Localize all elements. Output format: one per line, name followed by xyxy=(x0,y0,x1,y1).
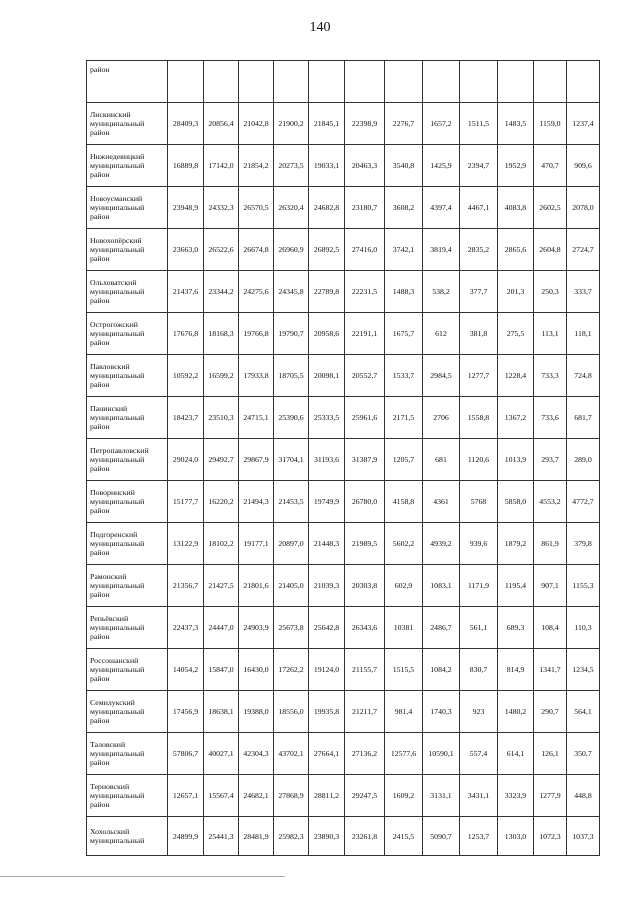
value-cell xyxy=(498,61,534,103)
value-cell: 289,0 xyxy=(567,439,600,481)
value-cell: 3819,4 xyxy=(423,229,460,271)
value-cell: 1037,3 xyxy=(567,817,600,856)
value-cell: 1013,9 xyxy=(498,439,534,481)
value-cell: 4158,8 xyxy=(385,481,423,523)
row-name-cell: Подгоренский муниципальный район xyxy=(87,523,168,565)
value-cell: 293,7 xyxy=(534,439,567,481)
table-row xyxy=(87,733,600,775)
value-cell: 21427,5 xyxy=(204,565,239,607)
value-cell: 830,7 xyxy=(460,649,498,691)
table-row xyxy=(87,187,600,229)
value-cell: 29867,9 xyxy=(239,439,274,481)
value-cell: 733,3 xyxy=(534,355,567,397)
value-cell: 3608,2 xyxy=(385,187,423,229)
value-cell: 4553,2 xyxy=(534,481,567,523)
value-cell: 1159,0 xyxy=(534,103,567,145)
value-cell: 21845,1 xyxy=(309,103,345,145)
value-cell: 21437,6 xyxy=(168,271,204,313)
value-cell: 25390,6 xyxy=(274,397,309,439)
value-cell: 733,6 xyxy=(534,397,567,439)
value-cell: 24447,0 xyxy=(204,607,239,649)
value-cell: 1558,8 xyxy=(460,397,498,439)
value-cell: 31704,1 xyxy=(274,439,309,481)
value-cell: 3742,1 xyxy=(385,229,423,271)
value-cell: 17456,9 xyxy=(168,691,204,733)
value-cell: 19766,8 xyxy=(239,313,274,355)
value-cell: 27868,9 xyxy=(274,775,309,817)
value-cell: 27664,1 xyxy=(309,733,345,775)
value-cell xyxy=(567,61,600,103)
row-name-cell: Таловский муниципальный район xyxy=(87,733,168,775)
value-cell: 3131,1 xyxy=(423,775,460,817)
value-cell xyxy=(534,61,567,103)
table-row xyxy=(87,271,600,313)
value-cell: 275,5 xyxy=(498,313,534,355)
value-cell: 10592,2 xyxy=(168,355,204,397)
table-row xyxy=(87,313,600,355)
value-cell: 1228,4 xyxy=(498,355,534,397)
value-cell: 26780,0 xyxy=(345,481,385,523)
row-name-cell: Семилукский муниципальный район xyxy=(87,691,168,733)
value-cell: 26674,8 xyxy=(239,229,274,271)
value-cell: 290,7 xyxy=(534,691,567,733)
value-cell: 12577,6 xyxy=(385,733,423,775)
value-cell: 23890,3 xyxy=(309,817,345,856)
row-name-cell: Нижнедевицкий муниципальный район xyxy=(87,145,168,187)
value-cell: 602,9 xyxy=(385,565,423,607)
value-cell xyxy=(274,61,309,103)
value-cell xyxy=(385,61,423,103)
value-cell: 724,8 xyxy=(567,355,600,397)
value-cell: 4397,4 xyxy=(423,187,460,229)
value-cell: 19790,7 xyxy=(274,313,309,355)
value-cell: 15567,4 xyxy=(204,775,239,817)
value-cell: 113,1 xyxy=(534,313,567,355)
value-cell: 20958,6 xyxy=(309,313,345,355)
value-cell: 29492,7 xyxy=(204,439,239,481)
value-cell: 681 xyxy=(423,439,460,481)
value-cell: 25673,8 xyxy=(274,607,309,649)
table-row xyxy=(87,439,600,481)
value-cell: 15177,7 xyxy=(168,481,204,523)
value-cell: 20098,1 xyxy=(309,355,345,397)
value-cell: 19388,0 xyxy=(239,691,274,733)
value-cell: 23180,7 xyxy=(345,187,385,229)
value-cell: 17676,8 xyxy=(168,313,204,355)
value-cell: 1083,1 xyxy=(423,565,460,607)
value-cell: 42304,3 xyxy=(239,733,274,775)
value-cell: 19124,0 xyxy=(309,649,345,691)
value-cell: 20303,8 xyxy=(345,565,385,607)
row-name-cell: Новоусманский муниципальный район xyxy=(87,187,168,229)
value-cell: 1120,6 xyxy=(460,439,498,481)
value-cell: 16220,2 xyxy=(204,481,239,523)
value-cell: 1511,5 xyxy=(460,103,498,145)
value-cell: 448,8 xyxy=(567,775,600,817)
value-cell: 18168,3 xyxy=(204,313,239,355)
value-cell: 381,8 xyxy=(460,313,498,355)
value-cell: 21801,6 xyxy=(239,565,274,607)
value-cell: 1303,0 xyxy=(498,817,534,856)
value-cell: 981,4 xyxy=(385,691,423,733)
value-cell: 22398,9 xyxy=(345,103,385,145)
value-cell: 1155,3 xyxy=(567,565,600,607)
value-cell: 1277,7 xyxy=(460,355,498,397)
value-cell: 16889,8 xyxy=(168,145,204,187)
value-cell: 40027,1 xyxy=(204,733,239,775)
value-cell: 1072,3 xyxy=(534,817,567,856)
value-cell: 26522,6 xyxy=(204,229,239,271)
value-cell: 1879,2 xyxy=(498,523,534,565)
value-cell: 1533,7 xyxy=(385,355,423,397)
table-row xyxy=(87,775,600,817)
value-cell: 1609,2 xyxy=(385,775,423,817)
value-cell: 2486,7 xyxy=(423,607,460,649)
row-name-cell: Репьёвский муниципальный район xyxy=(87,607,168,649)
value-cell: 2835,2 xyxy=(460,229,498,271)
value-cell: 126,1 xyxy=(534,733,567,775)
value-cell xyxy=(309,61,345,103)
value-cell: 27136,2 xyxy=(345,733,385,775)
value-cell: 18705,5 xyxy=(274,355,309,397)
value-cell: 21494,3 xyxy=(239,481,274,523)
value-cell: 24682,8 xyxy=(309,187,345,229)
value-cell: 1237,4 xyxy=(567,103,600,145)
value-cell: 21155,7 xyxy=(345,649,385,691)
value-cell: 14054,2 xyxy=(168,649,204,691)
value-cell: 909,6 xyxy=(567,145,600,187)
value-cell: 861,9 xyxy=(534,523,567,565)
value-cell: 26343,6 xyxy=(345,607,385,649)
value-cell: 23948,9 xyxy=(168,187,204,229)
value-cell: 18102,2 xyxy=(204,523,239,565)
value-cell: 2394,7 xyxy=(460,145,498,187)
value-cell: 22191,1 xyxy=(345,313,385,355)
value-cell: 29247,5 xyxy=(345,775,385,817)
value-cell: 1205,7 xyxy=(385,439,423,481)
value-cell: 5602,2 xyxy=(385,523,423,565)
value-cell: 689,3 xyxy=(498,607,534,649)
value-cell: 814,9 xyxy=(498,649,534,691)
value-cell: 3431,1 xyxy=(460,775,498,817)
value-cell: 25642,8 xyxy=(309,607,345,649)
value-cell: 21042,8 xyxy=(239,103,274,145)
value-cell: 1488,3 xyxy=(385,271,423,313)
value-cell: 18556,0 xyxy=(274,691,309,733)
value-cell: 1657,2 xyxy=(423,103,460,145)
value-cell: 16430,0 xyxy=(239,649,274,691)
value-cell: 379,8 xyxy=(567,523,600,565)
value-cell: 17933,8 xyxy=(239,355,274,397)
value-cell: 19033,1 xyxy=(309,145,345,187)
value-cell: 20897,0 xyxy=(274,523,309,565)
value-cell: 681,7 xyxy=(567,397,600,439)
table-row xyxy=(87,649,600,691)
value-cell: 1480,2 xyxy=(498,691,534,733)
value-cell: 10590,1 xyxy=(423,733,460,775)
value-cell: 22231,5 xyxy=(345,271,385,313)
value-cell: 25441,3 xyxy=(204,817,239,856)
value-cell: 21448,3 xyxy=(309,523,345,565)
value-cell: 564,1 xyxy=(567,691,600,733)
value-cell: 5858,0 xyxy=(498,481,534,523)
value-cell: 1740,3 xyxy=(423,691,460,733)
value-cell: 25333,5 xyxy=(309,397,345,439)
table-row xyxy=(87,355,600,397)
value-cell: 2984,5 xyxy=(423,355,460,397)
row-name-cell: Ольховатский муниципальный район xyxy=(87,271,168,313)
value-cell: 561,1 xyxy=(460,607,498,649)
value-cell: 4772,7 xyxy=(567,481,600,523)
value-cell: 20552,7 xyxy=(345,355,385,397)
value-cell: 333,7 xyxy=(567,271,600,313)
value-cell: 4361 xyxy=(423,481,460,523)
value-cell: 21356,7 xyxy=(168,565,204,607)
value-cell: 26570,5 xyxy=(239,187,274,229)
value-cell: 21900,2 xyxy=(274,103,309,145)
value-cell: 29024,0 xyxy=(168,439,204,481)
value-cell: 2604,8 xyxy=(534,229,567,271)
value-cell: 43702,1 xyxy=(274,733,309,775)
value-cell: 26960,9 xyxy=(274,229,309,271)
row-name-cell: Лискинский муниципальный район xyxy=(87,103,168,145)
value-cell: 26892,5 xyxy=(309,229,345,271)
table-row xyxy=(87,565,600,607)
value-cell xyxy=(239,61,274,103)
value-cell: 3540,8 xyxy=(385,145,423,187)
value-cell: 25961,6 xyxy=(345,397,385,439)
value-cell: 10381 xyxy=(385,607,423,649)
value-cell: 31193,6 xyxy=(309,439,345,481)
value-cell: 23344,2 xyxy=(204,271,239,313)
value-cell: 110,3 xyxy=(567,607,600,649)
value-cell: 24275,6 xyxy=(239,271,274,313)
row-name-cell: Терновский муниципальный район xyxy=(87,775,168,817)
row-name-cell: Павловский муниципальный район xyxy=(87,355,168,397)
value-cell: 19177,1 xyxy=(239,523,274,565)
value-cell: 28409,3 xyxy=(168,103,204,145)
value-cell: 2602,5 xyxy=(534,187,567,229)
value-cell: 4939,2 xyxy=(423,523,460,565)
value-cell: 17142,0 xyxy=(204,145,239,187)
value-cell: 24899,9 xyxy=(168,817,204,856)
value-cell: 28481,9 xyxy=(239,817,274,856)
value-cell: 57806,7 xyxy=(168,733,204,775)
value-cell: 20463,3 xyxy=(345,145,385,187)
value-cell: 1952,9 xyxy=(498,145,534,187)
value-cell: 1483,5 xyxy=(498,103,534,145)
value-cell: 20273,5 xyxy=(274,145,309,187)
data-table xyxy=(86,60,600,856)
value-cell: 15847,0 xyxy=(204,649,239,691)
value-cell: 5090,7 xyxy=(423,817,460,856)
footer-divider xyxy=(0,876,285,877)
value-cell: 2415,5 xyxy=(385,817,423,856)
value-cell: 24682,1 xyxy=(239,775,274,817)
value-cell: 2078,0 xyxy=(567,187,600,229)
value-cell: 16599,2 xyxy=(204,355,239,397)
row-name-cell: Новохопёрский муниципальный район xyxy=(87,229,168,271)
value-cell: 4467,1 xyxy=(460,187,498,229)
value-cell: 18423,7 xyxy=(168,397,204,439)
value-cell: 25982,3 xyxy=(274,817,309,856)
row-name-cell: Панинский муниципальный район xyxy=(87,397,168,439)
value-cell: 108,4 xyxy=(534,607,567,649)
value-cell: 21453,5 xyxy=(274,481,309,523)
value-cell xyxy=(204,61,239,103)
value-cell: 12657,1 xyxy=(168,775,204,817)
value-cell xyxy=(168,61,204,103)
value-cell: 907,1 xyxy=(534,565,567,607)
value-cell: 538,2 xyxy=(423,271,460,313)
value-cell: 26320,4 xyxy=(274,187,309,229)
row-name-cell: Россошанский муниципальный район xyxy=(87,649,168,691)
row-name-cell: район xyxy=(87,61,168,103)
value-cell: 27416,0 xyxy=(345,229,385,271)
value-cell: 1253,7 xyxy=(460,817,498,856)
table-row xyxy=(87,523,600,565)
table-row xyxy=(87,103,600,145)
value-cell: 3323,9 xyxy=(498,775,534,817)
value-cell: 19749,9 xyxy=(309,481,345,523)
value-cell: 1234,5 xyxy=(567,649,600,691)
value-cell: 2724,7 xyxy=(567,229,600,271)
value-cell: 201,3 xyxy=(498,271,534,313)
row-name-cell: Хохольский муниципальный xyxy=(87,817,168,856)
value-cell: 1425,9 xyxy=(423,145,460,187)
value-cell: 21854,2 xyxy=(239,145,274,187)
value-cell: 1367,2 xyxy=(498,397,534,439)
value-cell: 470,7 xyxy=(534,145,567,187)
value-cell: 22437,3 xyxy=(168,607,204,649)
value-cell: 24332,3 xyxy=(204,187,239,229)
value-cell: 23261,8 xyxy=(345,817,385,856)
value-cell: 250,3 xyxy=(534,271,567,313)
table-row xyxy=(87,397,600,439)
value-cell xyxy=(423,61,460,103)
value-cell: 118,1 xyxy=(567,313,600,355)
value-cell: 19935,8 xyxy=(309,691,345,733)
value-cell: 20856,4 xyxy=(204,103,239,145)
value-cell xyxy=(460,61,498,103)
value-cell: 31387,9 xyxy=(345,439,385,481)
value-cell: 13122,9 xyxy=(168,523,204,565)
value-cell: 4083,8 xyxy=(498,187,534,229)
value-cell: 1675,7 xyxy=(385,313,423,355)
value-cell: 2706 xyxy=(423,397,460,439)
value-cell: 557,4 xyxy=(460,733,498,775)
value-cell: 21989,5 xyxy=(345,523,385,565)
value-cell: 1195,4 xyxy=(498,565,534,607)
table-row xyxy=(87,61,600,103)
value-cell: 2865,6 xyxy=(498,229,534,271)
row-name-cell: Острогожский муниципальный район xyxy=(87,313,168,355)
table-row xyxy=(87,145,600,187)
table-row xyxy=(87,229,600,271)
value-cell: 1515,5 xyxy=(385,649,423,691)
value-cell: 17262,2 xyxy=(274,649,309,691)
value-cell: 1084,2 xyxy=(423,649,460,691)
value-cell: 2276,7 xyxy=(385,103,423,145)
row-name-cell: Рамонский муниципальный район xyxy=(87,565,168,607)
table-row xyxy=(87,481,600,523)
value-cell: 350,7 xyxy=(567,733,600,775)
value-cell: 23510,3 xyxy=(204,397,239,439)
value-cell: 24903,9 xyxy=(239,607,274,649)
row-name-cell: Петропавловский муниципальный район xyxy=(87,439,168,481)
page-number: 140 xyxy=(309,20,331,35)
value-cell: 23663,0 xyxy=(168,229,204,271)
value-cell: 21039,3 xyxy=(309,565,345,607)
value-cell: 1171,9 xyxy=(460,565,498,607)
value-cell: 923 xyxy=(460,691,498,733)
value-cell: 5768 xyxy=(460,481,498,523)
value-cell: 18638,1 xyxy=(204,691,239,733)
value-cell: 24715,1 xyxy=(239,397,274,439)
value-cell: 614,1 xyxy=(498,733,534,775)
value-cell: 1341,7 xyxy=(534,649,567,691)
value-cell: 21405,0 xyxy=(274,565,309,607)
value-cell: 2171,5 xyxy=(385,397,423,439)
value-cell: 612 xyxy=(423,313,460,355)
value-cell: 1277,9 xyxy=(534,775,567,817)
value-cell: 28811,2 xyxy=(309,775,345,817)
value-cell: 21211,7 xyxy=(345,691,385,733)
value-cell: 24345,8 xyxy=(274,271,309,313)
value-cell: 22789,8 xyxy=(309,271,345,313)
row-name-cell: Поворинский муниципальный район xyxy=(87,481,168,523)
table-row xyxy=(87,691,600,733)
table-row xyxy=(87,607,600,649)
value-cell: 939,6 xyxy=(460,523,498,565)
table-row xyxy=(87,817,600,856)
value-cell xyxy=(345,61,385,103)
value-cell: 377,7 xyxy=(460,271,498,313)
